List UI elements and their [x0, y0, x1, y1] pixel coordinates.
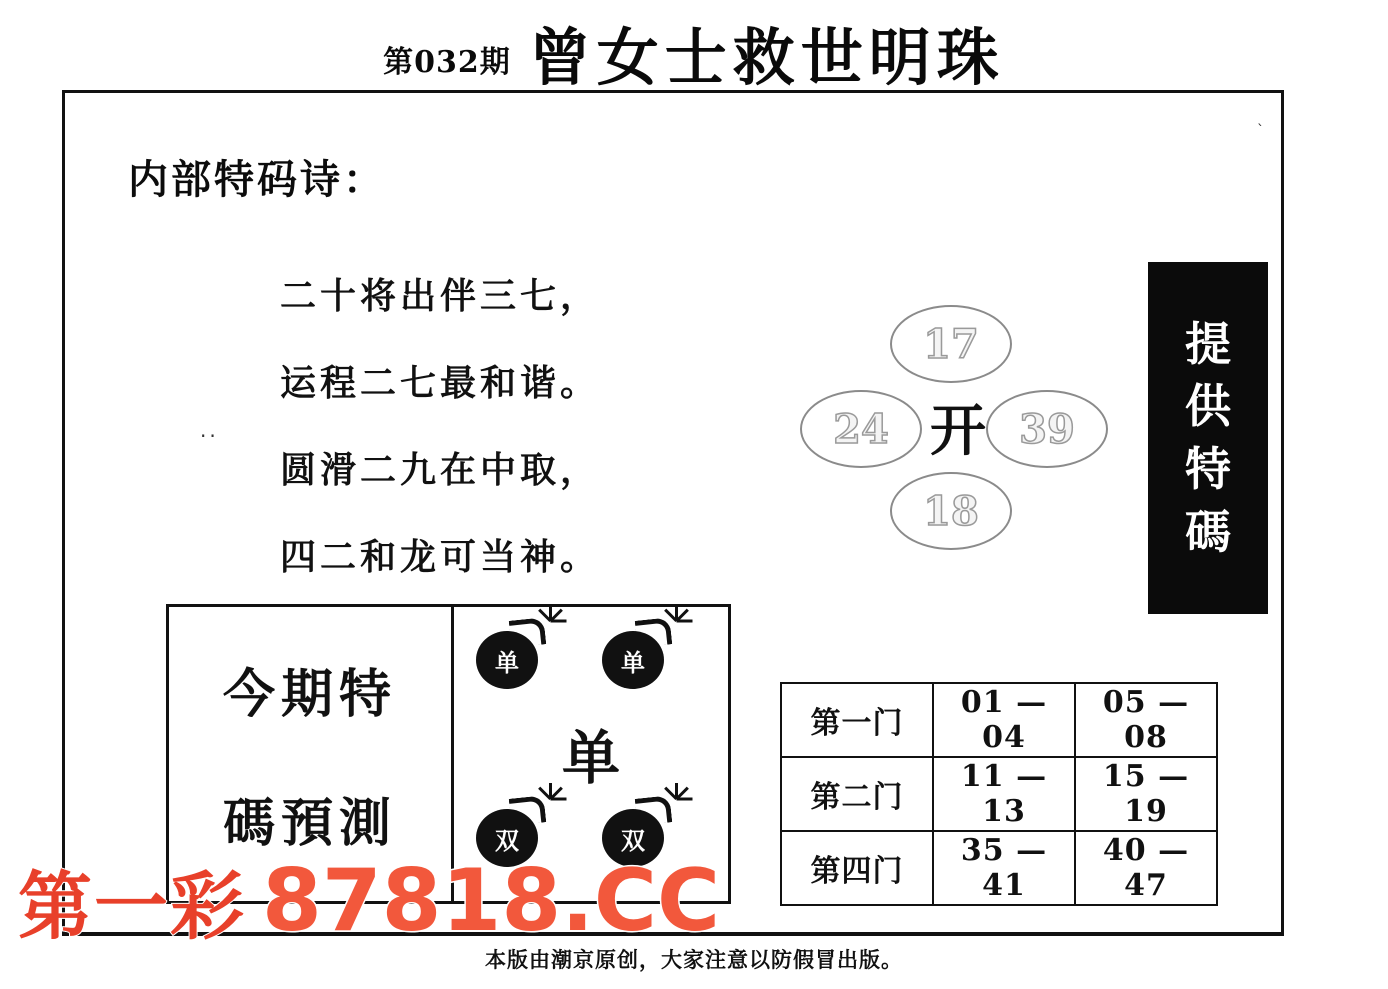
watermark-site: 87818.CC: [262, 851, 721, 951]
stray-dots-mark: ..: [200, 418, 219, 442]
bomb-label: 双: [602, 809, 664, 867]
banner-char: 特: [1185, 442, 1231, 496]
range-table: [780, 682, 1218, 906]
watermark-brand: 第一彩: [18, 864, 246, 950]
prediction-label-bottom: 碼預測: [222, 793, 397, 854]
range-row-label: 第二门: [781, 757, 933, 831]
bomb-spark-icon: [660, 783, 694, 817]
issue-number: 第032期: [383, 45, 511, 80]
bomb-icon: [602, 799, 668, 865]
poem-block: [280, 268, 710, 616]
prediction-label-column: [169, 607, 454, 901]
poem-line: 二十将出伴三七，: [280, 275, 601, 317]
bomb-label: 单: [602, 631, 664, 689]
lottery-ball-cluster: [790, 300, 1130, 550]
bomb-spark-icon: [534, 783, 568, 817]
supply-code-banner: [1148, 262, 1268, 614]
bomb-label: 双: [476, 809, 538, 867]
range-row-col1: 11 — 13: [933, 757, 1075, 831]
footer-note: 本版由潮京原创，大家注意以防假冒出版。: [485, 947, 903, 972]
ball-center-label: 开: [930, 398, 986, 464]
poem-line: 四二和龙可当神。: [280, 536, 601, 578]
banner-char: 碼: [1185, 504, 1231, 559]
range-row-col2: 40 — 47: [1075, 831, 1217, 905]
range-row-col1: 01 — 04: [933, 683, 1075, 757]
bomb-icon: [476, 799, 542, 865]
banner-char: 提: [1185, 316, 1231, 371]
prediction-box: [166, 604, 731, 904]
page-title: 曾女士救世明珠: [528, 20, 1005, 94]
range-row-col2: 05 — 08: [1075, 683, 1217, 757]
table-row: [781, 831, 1217, 905]
banner-char: 供: [1185, 379, 1231, 434]
prediction-bomb-column: [454, 607, 728, 901]
poem-line: 圆滑二九在中取，: [280, 449, 601, 491]
range-row-label: 第四门: [781, 831, 933, 905]
prediction-result: 单: [561, 724, 620, 792]
bomb-icon: [602, 621, 668, 687]
table-row: [781, 683, 1217, 757]
ball-number-top: 17: [890, 305, 1012, 383]
range-row-col2: 15 — 19: [1075, 757, 1217, 831]
bottom-divider: [62, 932, 1284, 936]
bomb-spark-icon: [534, 605, 568, 639]
bomb-icon: [476, 621, 542, 687]
bomb-spark-icon: [660, 605, 694, 639]
prediction-label-top: 今期特: [222, 664, 397, 725]
poem-section-label: 内部特码诗：: [128, 156, 386, 203]
ball-number-bottom: 18: [890, 472, 1012, 550]
corner-mark-icon: ˋ: [1257, 123, 1264, 139]
range-row-col1: 35 — 41: [933, 831, 1075, 905]
page-header: [0, 14, 1388, 94]
ball-number-right: 39: [986, 390, 1108, 468]
poem-line: 运程二七最和谐。: [280, 362, 601, 404]
bomb-label: 单: [476, 631, 538, 689]
table-row: [781, 757, 1217, 831]
range-row-label: 第一门: [781, 683, 933, 757]
ball-number-left: 24: [800, 390, 922, 468]
